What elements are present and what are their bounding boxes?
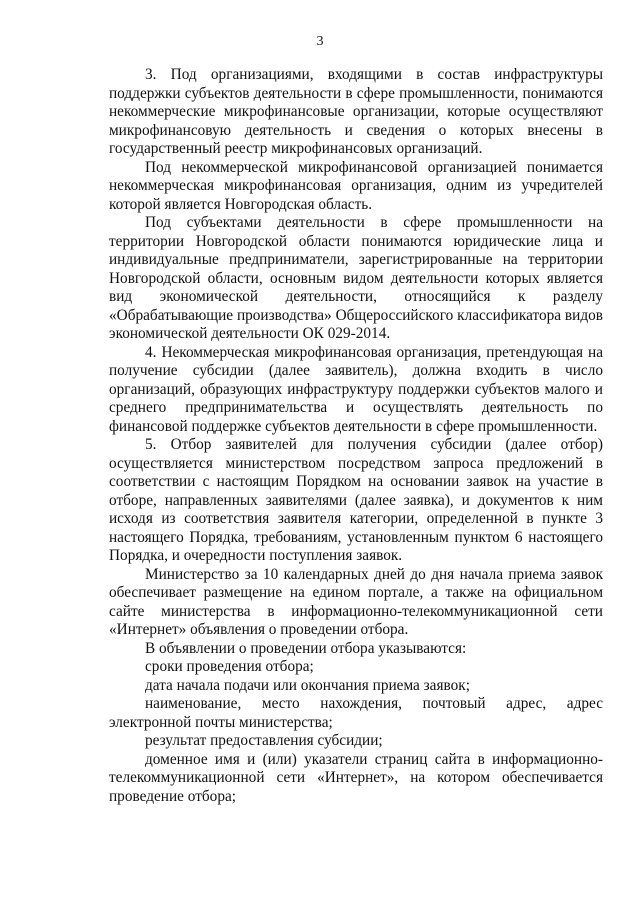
paragraph-industry-subjects: Под субъектами деятельности в сфере промышленности на территории Новгородской области понимаются юридические лица и индивидуальные предприниматели, зарегистрированные на территории Новгородской области, основным видом деятельности которых является вид экономической деятельности, относящийся к разделу «Обрабатывающие производства» Общероссийского классификатора видов экономической деятельности ОК 029-2014. xyxy=(109,214,603,342)
list-item-dates: сроки проведения отбора; xyxy=(145,658,314,675)
paragraph-announcement-contents: В объявлении о проведении отбора указываются: xyxy=(145,639,467,657)
page-number: 3 xyxy=(316,34,324,49)
paragraph-3-definition: 3. Под организациями, входящими в состав инфраструктуры поддержки субъектов деятельности в сфере промышленности, понимаются некоммерческие микрофинансовые организации, которые осуществляют микрофинансовую деятельность и сведения о которых внесены в государственный реестр микрофинансовых организаций. xyxy=(109,66,603,157)
list-item-ministry-address: наименование, место нахождения, почтовый адрес, адрес электронной почты министерства; xyxy=(109,695,603,731)
list-item-result: результат предоставления субсидии; xyxy=(145,732,383,749)
document-body xyxy=(109,66,603,806)
paragraph-ministry-announcement: Министерство за 10 календарных дней до дня начала приема заявок обеспечивает размещение на едином портале, а также на официальном сайте министерства в информационно-телекоммуникационной сети «Интернет» объявления о проведении отбора. xyxy=(109,565,603,638)
paragraph-noncommercial-mfo: Под некоммерческой микрофинансовой организацией понимается некоммерческая микрофинансовая организация, одним из учредителей которой является Новгородская область. xyxy=(109,158,603,213)
paragraph-5-selection: 5. Отбор заявителей для получения субсидии (далее отбор) осуществляется министерством посредством запроса предложений в соответствии с настоящим Порядком на основании заявок на участие в отборе, направленных заявителями (далее заявка), и документов к ним исходя из соответствия заявителя категории, определенной в пункте 3 настоящего Порядка, требованиям, установленным пунктом 6 настоящего Порядка, и очередности поступления заявок. xyxy=(109,436,603,564)
list-item-domain: доменное имя и (или) указатели страниц сайта в информационно-телекоммуникационной сети «Интернет», на котором обеспечивается проведение отбора; xyxy=(109,750,603,805)
list-item-start-date: дата начала подачи или окончания приема заявок; xyxy=(145,676,470,694)
paragraph-4-applicant: 4. Некоммерческая микрофинансовая организация, претендующая на получение субсидии (далее заявитель), должна входить в число организаций, образующих инфраструктуру поддержки субъектов малого и среднего предпринимательства и осуществлять деятельность по финансовой поддержке субъектов деятельности в сфере промышленности. xyxy=(109,343,603,435)
